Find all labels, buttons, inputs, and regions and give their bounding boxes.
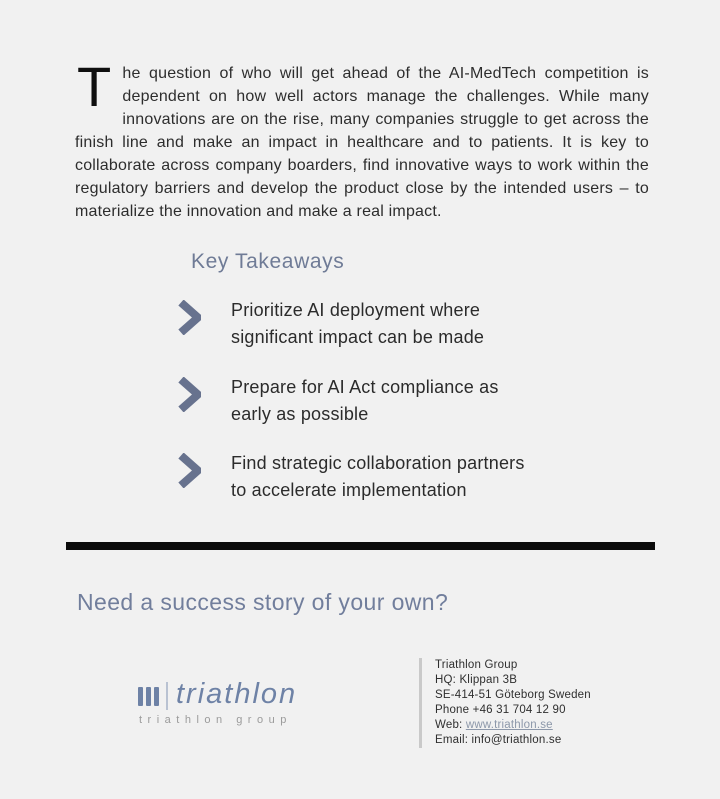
takeaway-line: Find strategic collaboration partners [231,453,525,473]
takeaway-text [231,450,525,503]
takeaway-line: to accelerate implementation [231,479,467,500]
drop-cap: T [77,55,112,118]
takeaway-text [231,297,484,350]
logo-brand-text: triathlon [176,678,298,710]
intro-paragraph [75,55,649,223]
chevron-right-icon [178,377,201,412]
logo-subtext: triathlon group [139,714,292,726]
takeaway-item [178,297,484,350]
key-takeaways-title: Key Takeaways [191,250,345,273]
chevron-right-icon [178,300,201,335]
chevron-right-icon [178,453,201,488]
logo-bars-icon [138,687,159,706]
contact-hq: HQ: Klippan 3B [435,674,518,686]
takeaway-item [178,374,499,427]
contact-web-line [435,718,591,733]
intro-section [75,55,649,223]
takeaway-line: early as possible [231,403,369,424]
takeaway-item [178,450,525,503]
cta-heading: Need a success story of your own? [77,589,449,615]
contact-phone: Phone +46 31 704 12 90 [435,704,566,716]
takeaway-line: Prioritize AI deployment where [231,300,481,320]
contact-company: Triathlon Group [435,659,518,671]
section-divider [66,542,655,550]
contact-info [419,658,591,748]
website-link[interactable]: www.triathlon.se [465,719,553,731]
takeaway-text [231,374,499,427]
contact-email: Email: info@triathlon.se [435,734,562,746]
contact-address: SE-414-51 Göteborg Sweden [435,689,591,701]
intro-paragraph-text: he question of who will get ahead of the AI-MedTech competition is dependent on how well actors manage the challenges. While many innovations are on the rise, many companies struggle to get across the finish line and make an impact in healthcare and to patients. It is key to collaborate across company boarders, find innovative ways to work within the regulatory barriers and develop the product close by the intended users – to materialize the innovation and make a real impact. [75,65,649,220]
takeaway-line: significant impact can be made [231,326,485,347]
logo-lockup [138,680,297,712]
logo-separator [166,682,168,710]
takeaway-line: Prepare for AI Act compliance as [231,377,499,397]
triathlon-logo [138,680,297,726]
contact-web-label: Web: [435,719,466,731]
